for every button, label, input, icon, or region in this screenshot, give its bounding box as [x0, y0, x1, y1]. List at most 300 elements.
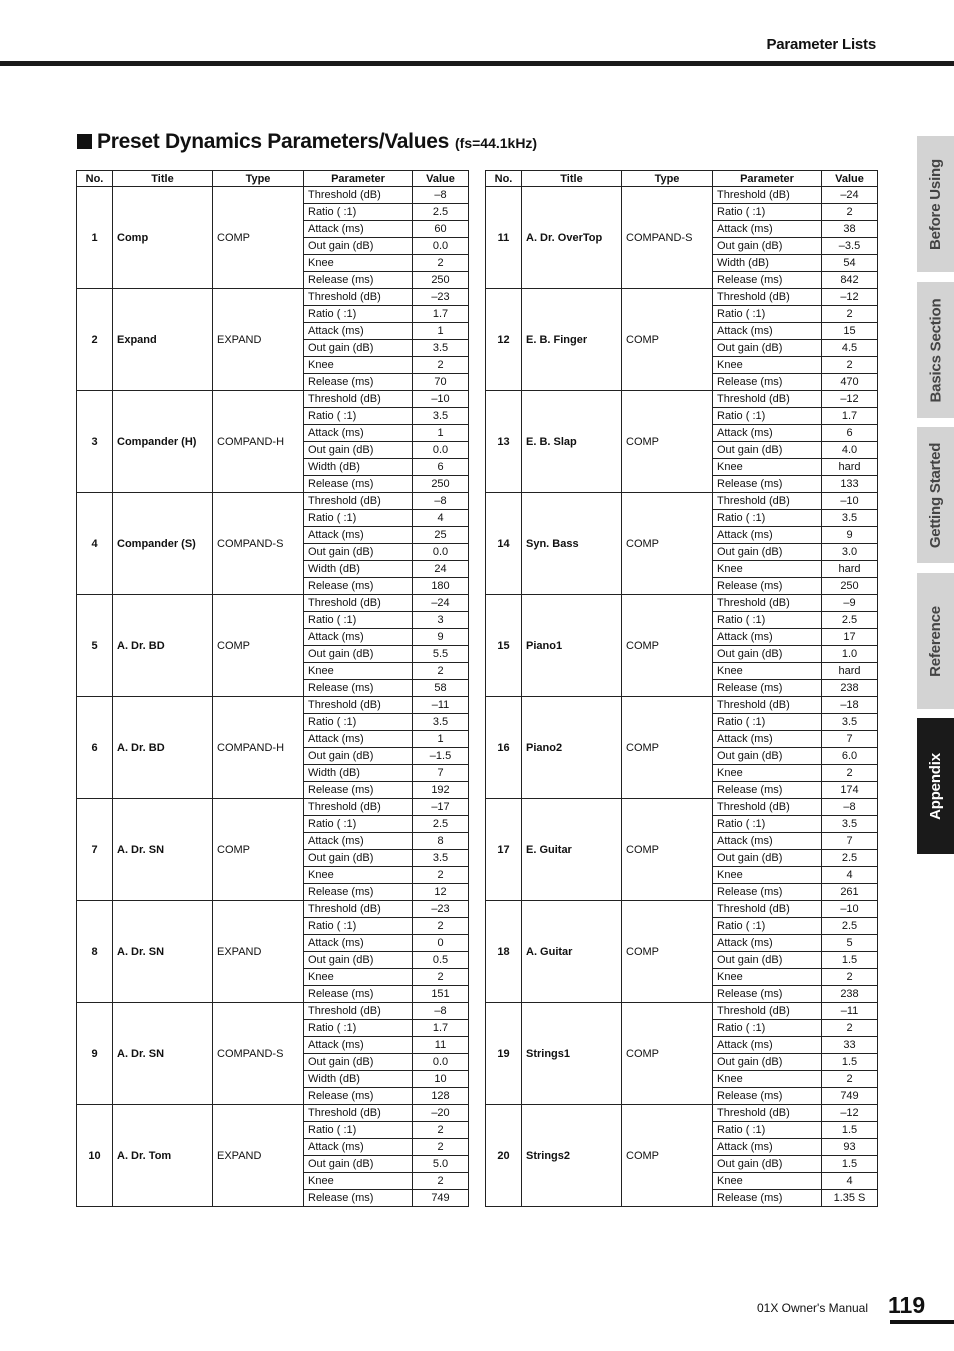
preset-title: A. Dr. SN	[113, 901, 213, 1003]
preset-title: A. Guitar	[522, 901, 622, 1003]
parameter-value: 2	[822, 765, 878, 782]
parameter-name: Out gain (dB)	[713, 748, 822, 765]
table-row	[486, 391, 878, 408]
table-header-row	[77, 171, 469, 187]
parameter-value: 842	[822, 272, 878, 289]
parameter-value: 0	[413, 935, 469, 952]
parameter-value: –24	[822, 187, 878, 204]
parameter-value: 3.5	[413, 340, 469, 357]
parameter-name: Attack (ms)	[713, 425, 822, 442]
parameter-value: 128	[413, 1088, 469, 1105]
parameter-name: Release (ms)	[713, 272, 822, 289]
col-header-title: Title	[113, 171, 213, 187]
parameter-name: Out gain (dB)	[304, 748, 413, 765]
parameter-name: Release (ms)	[713, 374, 822, 391]
parameter-name: Width (dB)	[304, 459, 413, 476]
footer-rule	[890, 1320, 954, 1324]
parameter-name: Ratio ( :1)	[304, 1122, 413, 1139]
parameter-value: 6	[413, 459, 469, 476]
parameter-value: 2.5	[822, 612, 878, 629]
parameter-value: –23	[413, 901, 469, 918]
parameter-value: –9	[822, 595, 878, 612]
side-tab-label: Appendix	[927, 752, 944, 820]
parameter-name: Threshold (dB)	[713, 289, 822, 306]
parameter-name: Out gain (dB)	[713, 1156, 822, 1173]
parameter-name: Release (ms)	[713, 884, 822, 901]
preset-number: 16	[486, 697, 522, 799]
parameter-value: 2	[822, 969, 878, 986]
parameter-value: 2	[822, 306, 878, 323]
preset-title: Expand	[113, 289, 213, 391]
parameter-name: Threshold (dB)	[713, 1105, 822, 1122]
preset-title: A. Dr. BD	[113, 697, 213, 799]
parameter-value: 4	[822, 867, 878, 884]
parameter-value: 3.5	[413, 408, 469, 425]
parameter-name: Ratio ( :1)	[304, 408, 413, 425]
parameter-value: –8	[822, 799, 878, 816]
parameter-name: Ratio ( :1)	[713, 918, 822, 935]
parameter-value: 2	[822, 1020, 878, 1037]
parameter-name: Width (dB)	[304, 561, 413, 578]
parameter-name: Release (ms)	[304, 884, 413, 901]
parameter-name: Threshold (dB)	[304, 1003, 413, 1020]
parameter-name: Out gain (dB)	[713, 442, 822, 459]
table-row	[486, 289, 878, 306]
table-row	[77, 799, 469, 816]
preset-number: 20	[486, 1105, 522, 1207]
parameter-name: Threshold (dB)	[713, 187, 822, 204]
parameter-value: 151	[413, 986, 469, 1003]
preset-type: COMPAND-S	[213, 1003, 304, 1105]
parameter-value: 2.5	[413, 204, 469, 221]
table-row	[77, 697, 469, 714]
parameter-name: Release (ms)	[304, 374, 413, 391]
parameter-value: 2.5	[822, 918, 878, 935]
parameter-name: Knee	[304, 357, 413, 374]
parameter-name: Threshold (dB)	[713, 901, 822, 918]
preset-title: E. B. Finger	[522, 289, 622, 391]
preset-type: COMP	[622, 391, 713, 493]
col-header-value: Value	[413, 171, 469, 187]
preset-type: EXPAND	[213, 901, 304, 1003]
table-row	[486, 799, 878, 816]
parameter-value: 4	[822, 1173, 878, 1190]
parameter-value: 2	[413, 867, 469, 884]
side-tab-label: Basics Section	[927, 298, 945, 402]
parameter-name: Width (dB)	[304, 1071, 413, 1088]
parameter-value: 54	[822, 255, 878, 272]
preset-table-right	[485, 170, 878, 1207]
parameter-value: 749	[822, 1088, 878, 1105]
parameter-value: –1.5	[413, 748, 469, 765]
parameter-name: Release (ms)	[713, 1190, 822, 1207]
preset-type: COMP	[622, 289, 713, 391]
parameter-name: Knee	[304, 1173, 413, 1190]
parameter-value: 1.0	[822, 646, 878, 663]
parameter-name: Threshold (dB)	[304, 1105, 413, 1122]
parameter-name: Threshold (dB)	[713, 391, 822, 408]
parameter-value: 0.0	[413, 442, 469, 459]
parameter-name: Attack (ms)	[304, 731, 413, 748]
parameter-value: 3.0	[822, 544, 878, 561]
parameter-name: Release (ms)	[304, 680, 413, 697]
parameter-value: 7	[822, 731, 878, 748]
parameter-name: Ratio ( :1)	[304, 816, 413, 833]
parameter-value: 1	[413, 425, 469, 442]
preset-title: A. Dr. OverTop	[522, 187, 622, 289]
parameter-value: 2.5	[822, 850, 878, 867]
preset-number: 1	[77, 187, 113, 289]
parameter-value: 25	[413, 527, 469, 544]
parameter-value: 3.5	[822, 816, 878, 833]
parameter-name: Attack (ms)	[713, 935, 822, 952]
section-heading	[77, 130, 537, 154]
parameter-name: Attack (ms)	[713, 221, 822, 238]
table-body-left	[77, 187, 469, 1207]
parameter-value: –10	[822, 901, 878, 918]
table-row	[77, 595, 469, 612]
parameter-name: Threshold (dB)	[713, 697, 822, 714]
parameter-value: 0.5	[413, 952, 469, 969]
parameter-name: Attack (ms)	[304, 1139, 413, 1156]
preset-title: E. B. Slap	[522, 391, 622, 493]
parameter-value: –17	[413, 799, 469, 816]
parameter-value: 7	[413, 765, 469, 782]
side-tab-label: Before Using	[927, 158, 945, 250]
preset-type: COMP	[622, 697, 713, 799]
parameter-name: Release (ms)	[304, 578, 413, 595]
parameter-name: Ratio ( :1)	[713, 612, 822, 629]
preset-title: Strings1	[522, 1003, 622, 1105]
parameter-value: 10	[413, 1071, 469, 1088]
parameter-value: –23	[413, 289, 469, 306]
col-header-value: Value	[822, 171, 878, 187]
parameter-value: 238	[822, 986, 878, 1003]
preset-type: COMP	[622, 799, 713, 901]
parameter-name: Out gain (dB)	[304, 952, 413, 969]
table-row	[486, 187, 878, 204]
parameter-value: 261	[822, 884, 878, 901]
table-row	[77, 493, 469, 510]
side-tab-getting-started[interactable]	[917, 427, 954, 563]
parameter-value: 33	[822, 1037, 878, 1054]
parameter-value: 2	[413, 1173, 469, 1190]
preset-title: Comp	[113, 187, 213, 289]
parameter-name: Out gain (dB)	[713, 340, 822, 357]
parameter-name: Out gain (dB)	[304, 850, 413, 867]
preset-title: A. Dr. Tom	[113, 1105, 213, 1207]
col-header-parameter: Parameter	[713, 171, 822, 187]
parameter-value: 250	[413, 272, 469, 289]
parameter-value: 3	[413, 612, 469, 629]
page-number: 119	[888, 1292, 926, 1318]
parameter-name: Release (ms)	[304, 1190, 413, 1207]
preset-number: 3	[77, 391, 113, 493]
parameter-value: 1.7	[822, 408, 878, 425]
parameter-value: 1.35 S	[822, 1190, 878, 1207]
parameter-name: Release (ms)	[713, 782, 822, 799]
parameter-value: 3.5	[822, 714, 878, 731]
table-header-row	[486, 171, 878, 187]
preset-title: Syn. Bass	[522, 493, 622, 595]
parameter-name: Knee	[713, 357, 822, 374]
parameter-value: 5	[822, 935, 878, 952]
table-row	[486, 493, 878, 510]
col-header-type: Type	[622, 171, 713, 187]
preset-title: A. Dr. SN	[113, 1003, 213, 1105]
side-tab-before-using[interactable]	[917, 136, 954, 272]
parameter-value: 1.5	[822, 952, 878, 969]
square-bullet-icon	[77, 134, 92, 149]
preset-type: COMP	[622, 1105, 713, 1207]
parameter-name: Ratio ( :1)	[304, 306, 413, 323]
parameter-name: Attack (ms)	[304, 527, 413, 544]
preset-number: 6	[77, 697, 113, 799]
parameter-name: Ratio ( :1)	[713, 1020, 822, 1037]
side-tab-label: Reference	[927, 605, 944, 677]
parameter-value: 5.5	[413, 646, 469, 663]
preset-title: E. Guitar	[522, 799, 622, 901]
parameter-value: 0.0	[413, 238, 469, 255]
preset-number: 9	[77, 1003, 113, 1105]
parameter-name: Attack (ms)	[713, 629, 822, 646]
parameter-value: 180	[413, 578, 469, 595]
parameter-value: 11	[413, 1037, 469, 1054]
parameter-name: Threshold (dB)	[304, 391, 413, 408]
parameter-name: Threshold (dB)	[713, 493, 822, 510]
parameter-value: hard	[822, 561, 878, 578]
parameter-value: 3.5	[413, 714, 469, 731]
preset-title: Compander (S)	[113, 493, 213, 595]
parameter-value: –20	[413, 1105, 469, 1122]
parameter-value: –24	[413, 595, 469, 612]
side-tab-basics-section[interactable]	[917, 282, 954, 418]
table-row	[77, 289, 469, 306]
preset-number: 10	[77, 1105, 113, 1207]
preset-title: Piano2	[522, 697, 622, 799]
parameter-name: Out gain (dB)	[304, 1054, 413, 1071]
parameter-value: 38	[822, 221, 878, 238]
parameter-name: Out gain (dB)	[713, 850, 822, 867]
parameter-value: –10	[413, 391, 469, 408]
parameter-value: 133	[822, 476, 878, 493]
parameter-value: –18	[822, 697, 878, 714]
parameter-value: 1.5	[822, 1122, 878, 1139]
col-header-type: Type	[213, 171, 304, 187]
parameter-name: Attack (ms)	[713, 731, 822, 748]
parameter-name: Knee	[304, 663, 413, 680]
parameter-value: 2	[413, 663, 469, 680]
parameter-name: Out gain (dB)	[304, 1156, 413, 1173]
parameter-name: Knee	[713, 867, 822, 884]
table-row	[486, 697, 878, 714]
parameter-name: Ratio ( :1)	[713, 1122, 822, 1139]
preset-number: 8	[77, 901, 113, 1003]
parameter-name: Threshold (dB)	[713, 595, 822, 612]
parameter-name: Threshold (dB)	[304, 595, 413, 612]
preset-number: 2	[77, 289, 113, 391]
table-row	[486, 1003, 878, 1020]
parameter-value: –12	[822, 391, 878, 408]
parameter-value: –8	[413, 187, 469, 204]
parameter-value: 15	[822, 323, 878, 340]
parameter-name: Attack (ms)	[304, 1037, 413, 1054]
parameter-name: Threshold (dB)	[713, 1003, 822, 1020]
side-tab-appendix[interactable]	[917, 718, 954, 854]
table-row	[77, 1105, 469, 1122]
parameter-name: Out gain (dB)	[304, 442, 413, 459]
parameter-name: Width (dB)	[304, 765, 413, 782]
col-header-no: No.	[486, 171, 522, 187]
col-header-parameter: Parameter	[304, 171, 413, 187]
parameter-name: Knee	[713, 765, 822, 782]
parameter-value: 3.5	[413, 850, 469, 867]
parameter-value: hard	[822, 459, 878, 476]
parameter-name: Attack (ms)	[304, 629, 413, 646]
parameter-value: 2	[822, 204, 878, 221]
col-header-title: Title	[522, 171, 622, 187]
parameter-name: Attack (ms)	[304, 425, 413, 442]
footer-manual-title: 01X Owner's Manual	[757, 1301, 869, 1315]
parameter-name: Knee	[713, 561, 822, 578]
parameter-value: –8	[413, 493, 469, 510]
preset-title: Strings2	[522, 1105, 622, 1207]
parameter-name: Release (ms)	[304, 1088, 413, 1105]
parameter-name: Attack (ms)	[713, 323, 822, 340]
col-header-no: No.	[77, 171, 113, 187]
parameter-value: 2	[822, 1071, 878, 1088]
parameter-name: Ratio ( :1)	[304, 510, 413, 527]
preset-type: COMP	[213, 187, 304, 289]
preset-table-left	[76, 170, 469, 1207]
parameter-name: Release (ms)	[713, 986, 822, 1003]
parameter-value: –11	[822, 1003, 878, 1020]
preset-title: A. Dr. BD	[113, 595, 213, 697]
parameter-value: 250	[822, 578, 878, 595]
parameter-value: –12	[822, 289, 878, 306]
preset-type: EXPAND	[213, 289, 304, 391]
preset-type: COMPAND-S	[213, 493, 304, 595]
table-row	[486, 595, 878, 612]
preset-number: 13	[486, 391, 522, 493]
preset-number: 5	[77, 595, 113, 697]
parameter-name: Out gain (dB)	[713, 952, 822, 969]
parameter-name: Ratio ( :1)	[713, 408, 822, 425]
preset-title: Compander (H)	[113, 391, 213, 493]
parameter-value: 24	[413, 561, 469, 578]
parameter-value: 60	[413, 221, 469, 238]
parameter-name: Release (ms)	[713, 680, 822, 697]
parameter-name: Knee	[713, 969, 822, 986]
parameter-name: Attack (ms)	[713, 1139, 822, 1156]
parameter-value: 2	[413, 1139, 469, 1156]
parameter-value: 6	[822, 425, 878, 442]
parameter-value: 4	[413, 510, 469, 527]
parameter-value: –8	[413, 1003, 469, 1020]
parameter-name: Out gain (dB)	[713, 238, 822, 255]
parameter-value: 0.0	[413, 1054, 469, 1071]
parameter-name: Out gain (dB)	[713, 1054, 822, 1071]
preset-type: COMPAND-H	[213, 697, 304, 799]
parameter-value: 17	[822, 629, 878, 646]
parameter-name: Ratio ( :1)	[713, 816, 822, 833]
parameter-value: 192	[413, 782, 469, 799]
parameter-value: 4.5	[822, 340, 878, 357]
parameter-value: 2	[413, 357, 469, 374]
parameter-name: Attack (ms)	[304, 323, 413, 340]
parameter-name: Knee	[713, 1071, 822, 1088]
preset-title: A. Dr. SN	[113, 799, 213, 901]
parameter-value: 1.7	[413, 306, 469, 323]
preset-number: 14	[486, 493, 522, 595]
parameter-value: 12	[413, 884, 469, 901]
table-row	[77, 901, 469, 918]
parameter-name: Ratio ( :1)	[713, 714, 822, 731]
side-tab-reference[interactable]	[917, 573, 954, 709]
parameter-value: 93	[822, 1139, 878, 1156]
parameter-value: 1.5	[822, 1054, 878, 1071]
parameter-name: Release (ms)	[713, 476, 822, 493]
parameter-name: Threshold (dB)	[304, 289, 413, 306]
parameter-name: Knee	[304, 255, 413, 272]
parameter-value: 58	[413, 680, 469, 697]
parameter-name: Attack (ms)	[713, 1037, 822, 1054]
parameter-value: 1.7	[413, 1020, 469, 1037]
parameter-name: Threshold (dB)	[304, 187, 413, 204]
header-title: Parameter Lists	[766, 36, 876, 53]
parameter-name: Knee	[713, 459, 822, 476]
parameter-value: 2	[413, 969, 469, 986]
preset-type: COMP	[622, 493, 713, 595]
preset-number: 11	[486, 187, 522, 289]
preset-number: 15	[486, 595, 522, 697]
parameter-name: Attack (ms)	[304, 833, 413, 850]
section-title: Preset Dynamics Parameters/Values	[97, 130, 449, 153]
parameter-value: 2	[413, 255, 469, 272]
preset-type: COMPAND-S	[622, 187, 713, 289]
parameter-name: Knee	[304, 867, 413, 884]
parameter-value: 8	[413, 833, 469, 850]
parameter-value: 1	[413, 731, 469, 748]
parameter-name: Threshold (dB)	[304, 799, 413, 816]
parameter-value: 6.0	[822, 748, 878, 765]
parameter-name: Attack (ms)	[713, 833, 822, 850]
parameter-name: Ratio ( :1)	[304, 1020, 413, 1037]
parameter-value: –11	[413, 697, 469, 714]
parameter-value: –12	[822, 1105, 878, 1122]
section-subtitle: (fs=44.1kHz)	[455, 135, 538, 151]
parameter-value: 1.5	[822, 1156, 878, 1173]
parameter-name: Attack (ms)	[304, 221, 413, 238]
parameter-name: Out gain (dB)	[713, 646, 822, 663]
parameter-value: 2	[413, 1122, 469, 1139]
preset-type: EXPAND	[213, 1105, 304, 1207]
side-tab-label: Getting Started	[927, 442, 944, 548]
parameter-name: Out gain (dB)	[713, 544, 822, 561]
parameter-name: Ratio ( :1)	[304, 612, 413, 629]
table-row	[486, 1105, 878, 1122]
preset-number: 18	[486, 901, 522, 1003]
table-row	[77, 1003, 469, 1020]
parameter-value: 2	[822, 357, 878, 374]
preset-type: COMP	[622, 901, 713, 1003]
top-rule	[0, 61, 954, 66]
parameter-name: Ratio ( :1)	[304, 918, 413, 935]
parameter-value: 2.5	[413, 816, 469, 833]
parameter-name: Out gain (dB)	[304, 544, 413, 561]
parameter-value: 470	[822, 374, 878, 391]
parameter-name: Threshold (dB)	[713, 799, 822, 816]
